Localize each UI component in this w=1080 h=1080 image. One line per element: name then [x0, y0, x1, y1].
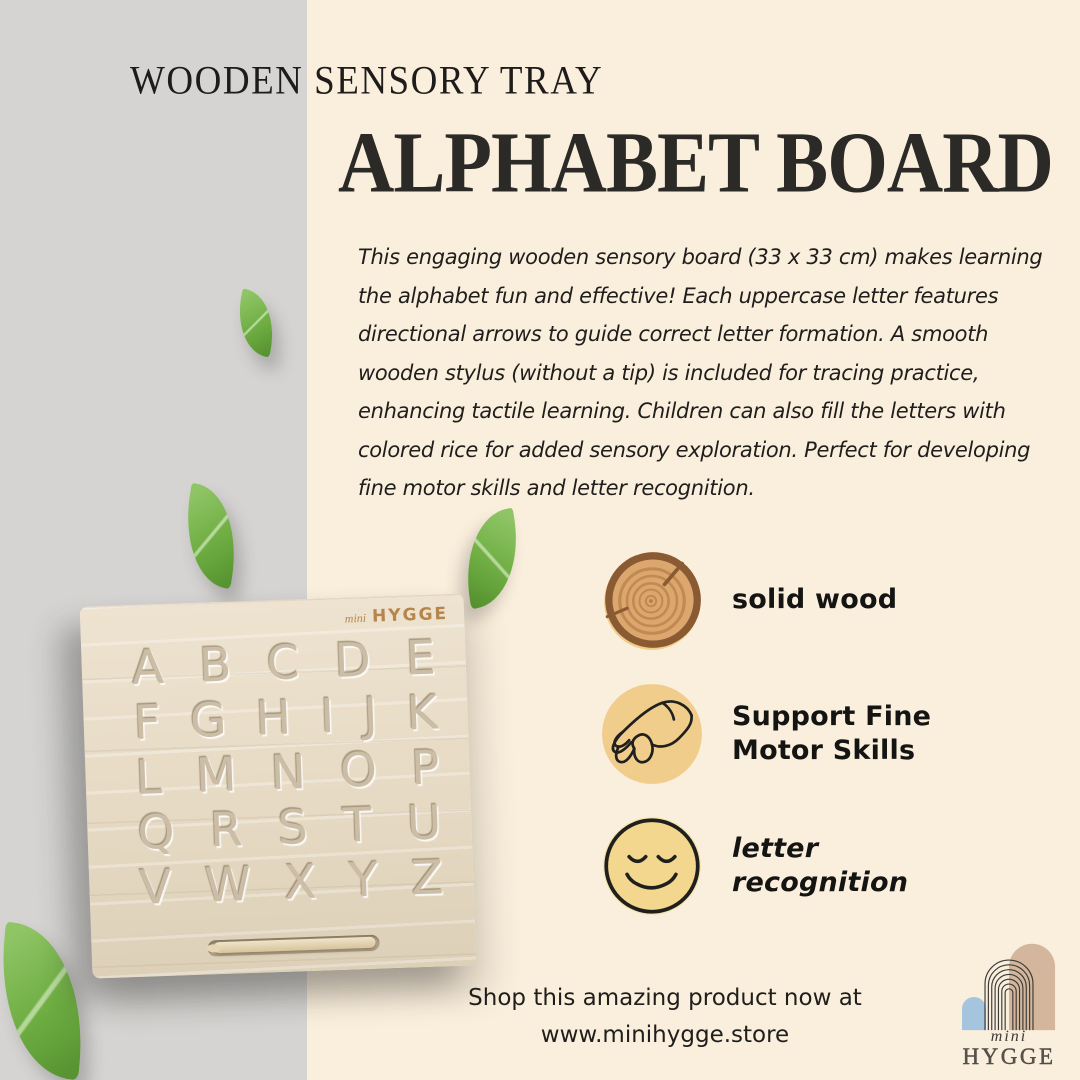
feature-letter-recognition	[600, 814, 908, 918]
logo-hygge-wordmark: HYGGE	[962, 1044, 1056, 1069]
feature-label	[732, 832, 908, 900]
kicker-heading: WOODEN SENSORY TRAY	[130, 59, 604, 104]
feature-label-line: letter	[732, 833, 819, 864]
logo-arches-icon	[954, 938, 1064, 1032]
leaf-icon	[455, 508, 528, 610]
board-brand-script: mini	[344, 610, 367, 626]
feature-label-line: Motor Skills	[732, 735, 916, 766]
logo-mini-script: mini	[990, 1028, 1028, 1045]
feature-label	[732, 583, 897, 617]
footer-cta	[340, 980, 990, 1054]
feature-label-line: Support Fine	[732, 701, 932, 732]
feature-label	[732, 700, 931, 768]
feature-label-line: solid wood	[732, 584, 898, 615]
smiley-face-icon	[600, 814, 704, 918]
board-letter-row: V W X Y Z	[138, 850, 445, 916]
feature-label-line: recognition	[732, 867, 909, 898]
page-title: ALPHABET BOARD	[338, 113, 1053, 211]
board-letter-row: Q R S T U	[136, 795, 443, 861]
board-brand	[344, 604, 448, 628]
feature-fine-motor-skills	[600, 682, 931, 786]
feature-solid-wood	[600, 548, 897, 652]
hand-pinch-icon	[600, 682, 704, 786]
product-description: This engaging wooden sensory board (33 x 33 cm) makes learning the alphabet fun and effective! Each uppercase letter features directional arrows to guide correct letter formation. A smooth wooden stylus (without a tip) is included for tracing practice, enhancing tactile learning. Children can also fill the letters with colored rice for added sensory exploration. Perfect for developing fine motor skills and letter recognition.	[358, 245, 1043, 500]
board-letter-row: A B C D E	[130, 630, 437, 697]
footer-cta-text: Shop this amazing product now at	[468, 985, 862, 1011]
board-brand-name: HYGGE	[371, 603, 449, 627]
brand-logo	[948, 938, 1070, 1070]
wood-slice-icon	[600, 548, 704, 652]
engraved-letter-grid	[131, 630, 444, 914]
product-photo-alphabet-board	[80, 593, 477, 978]
footer-store-url: www.minihygge.store	[540, 1022, 790, 1048]
board-letter-row: F G H I J K	[132, 685, 439, 751]
board-letter-row: L M N O P	[134, 740, 441, 806]
